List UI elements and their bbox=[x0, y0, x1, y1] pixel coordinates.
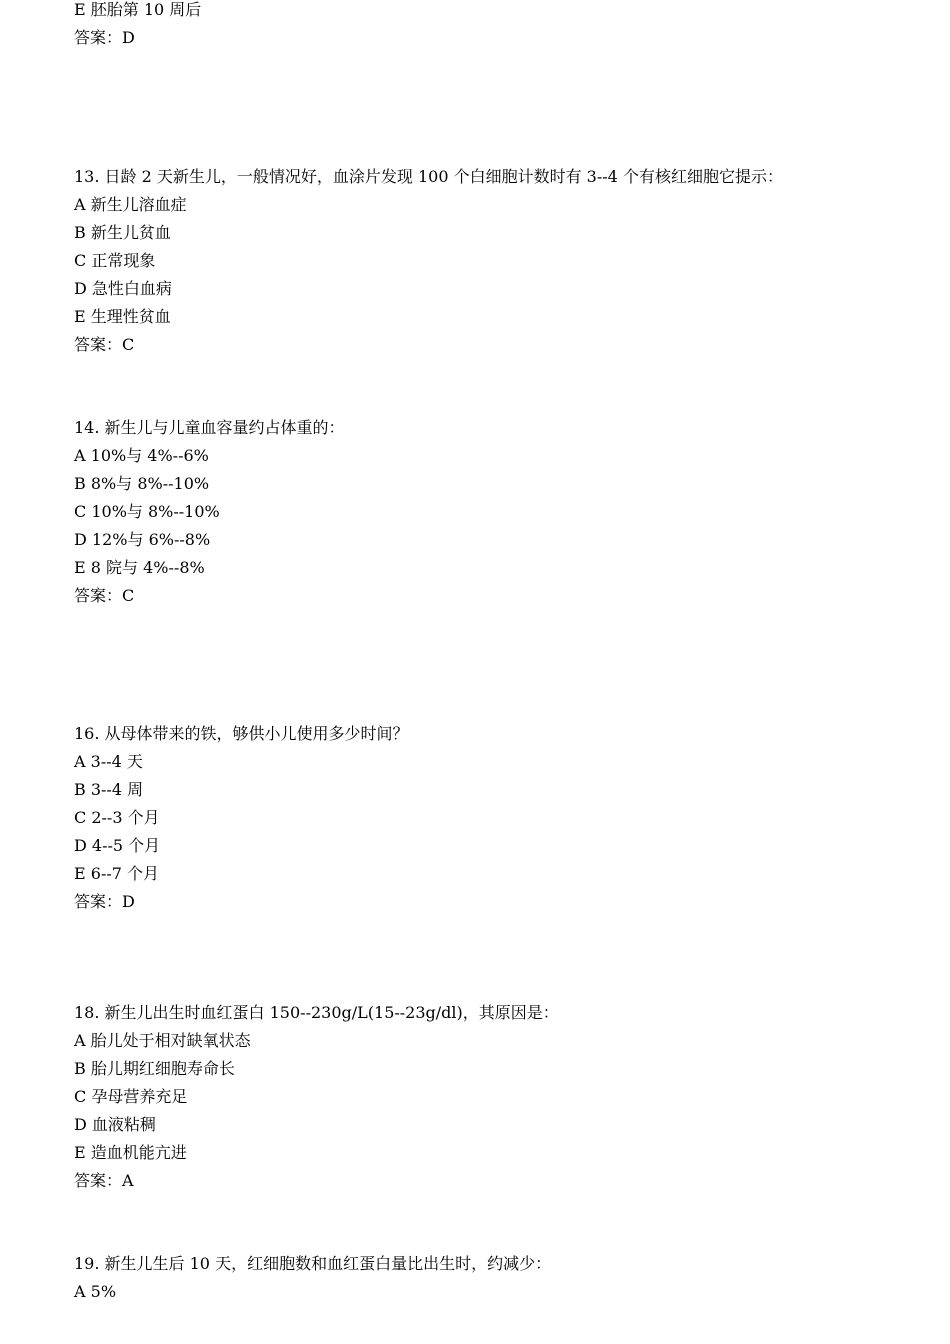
option-b: B 新生儿贫血 bbox=[74, 223, 171, 242]
answer: 答案：A bbox=[74, 1171, 134, 1190]
option-a: A 新生儿溶血症 bbox=[74, 195, 187, 214]
option-e: E 6--7 个月 bbox=[74, 864, 160, 883]
option-d: D 12%与 6%--8% bbox=[74, 530, 211, 549]
option-e: E 胚胎第 10 周后 bbox=[74, 0, 202, 19]
option-e: E 生理性贫血 bbox=[74, 307, 171, 326]
option-b: B 3--4 周 bbox=[74, 780, 144, 799]
question-stem: 19. 新生儿生后 10 天，红细胞数和血红蛋白量比出生时，约减少： bbox=[74, 1254, 552, 1273]
option-d: D 急性白血病 bbox=[74, 279, 172, 298]
answer: 答案：C bbox=[74, 586, 135, 605]
question-stem: 18. 新生儿出生时血红蛋白 150--230g/L(15--23g/dl)，其原因是： bbox=[74, 1003, 559, 1022]
option-a: A 10%与 4%--6% bbox=[74, 446, 209, 465]
option-d: D 血液粘稠 bbox=[74, 1115, 156, 1134]
option-b: B 胎儿期红细胞寿命长 bbox=[74, 1059, 235, 1078]
option-c: C 10%与 8%--10% bbox=[74, 502, 220, 521]
option-b: B 8%与 8%--10% bbox=[74, 474, 210, 493]
option-c: C 孕母营养充足 bbox=[74, 1087, 188, 1106]
option-e: E 8 院与 4%--8% bbox=[74, 558, 205, 577]
answer: 答案：C bbox=[74, 335, 135, 354]
option-c: C 正常现象 bbox=[74, 251, 156, 270]
option-a: A 3--4 天 bbox=[74, 752, 143, 771]
question-stem: 16. 从母体带来的铁，够供小儿使用多少时间？ bbox=[74, 724, 409, 743]
option-a: A 胎儿处于相对缺氧状态 bbox=[74, 1031, 251, 1050]
option-d: D 4--5 个月 bbox=[74, 836, 161, 855]
option-e: E 造血机能亢进 bbox=[74, 1143, 187, 1162]
option-c: C 2--3 个月 bbox=[74, 808, 160, 827]
question-stem: 14. 新生儿与儿童血容量约占体重的： bbox=[74, 418, 345, 437]
question-stem: 13. 日龄 2 天新生儿，一般情况好，血涂片发现 100 个白细胞计数时有 3--4 个有核红细胞它提示： bbox=[74, 167, 783, 186]
answer: 答案：D bbox=[74, 892, 135, 911]
answer: 答案：D bbox=[74, 28, 135, 47]
option-a: A 5% bbox=[74, 1282, 117, 1301]
